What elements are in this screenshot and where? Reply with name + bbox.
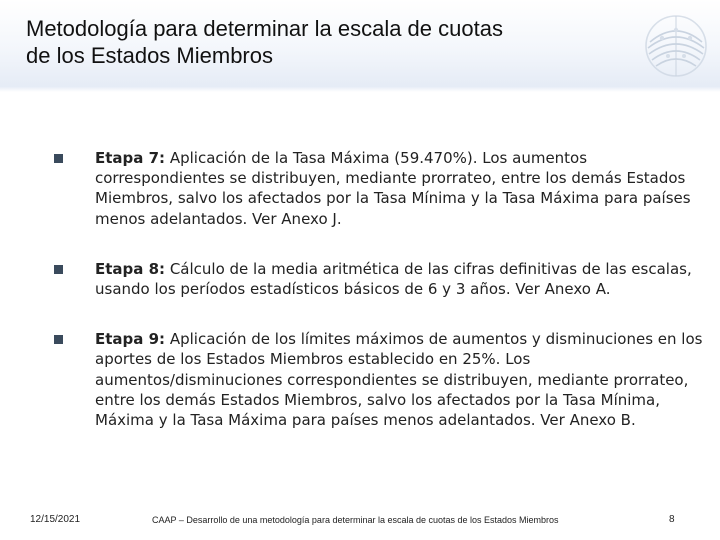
slide-title-line-1: Metodología para determinar la escala de cuotas xyxy=(26,16,503,41)
bullet-label: Etapa 8: xyxy=(95,259,166,278)
bullet-text xyxy=(95,329,704,430)
bullet-text xyxy=(95,148,704,229)
bullet-body: Cálculo de la media aritmética de las cifras definitivas de las escalas, usando los períodos estadísticos básicos de 6 y 3 años. Ver Anexo A. xyxy=(95,259,692,299)
square-bullet-icon xyxy=(54,154,63,163)
footer-caption: CAAP – Desarrollo de una metodología para determinar la escala de cuotas de los Estados Miembros xyxy=(152,515,559,525)
bullet-list xyxy=(54,148,704,460)
footer-date: 12/15/2021 xyxy=(30,514,81,525)
bullet-item-etapa-7 xyxy=(54,148,704,229)
bullet-label: Etapa 9: xyxy=(95,330,166,349)
bullet-label: Etapa 7: xyxy=(95,149,166,167)
page-number: 8 xyxy=(669,514,675,525)
square-bullet-icon xyxy=(54,265,63,274)
oas-emblem-icon xyxy=(642,12,710,80)
bullet-body: Aplicación de los límites máximos de aumentos y disminuciones en los aportes de los Estados Miembros establecido en 25%. Los aumentos/disminuciones correspondientes se distribuyen, mediante prorrateo, entre los demás Estados Miembros, salvo los afectados por la Tasa Mínima, Máxima y la Tasa Máxima para países menos adelantados. Ver Anexo B. xyxy=(95,330,703,430)
bullet-text xyxy=(95,259,704,299)
slide-title-line-2: de los Estados Miembros xyxy=(26,43,273,68)
bullet-item-etapa-8 xyxy=(54,259,704,299)
bullet-body: Aplicación de la Tasa Máxima (59.470%). Los aumentos correspondientes se distribuyen, mediante prorrateo, entre los demás Estados Miembros, salvo los afectados por la Tasa Mínima y la Tasa Máxima para países menos adelantados. Ver Anexo J. xyxy=(95,149,691,228)
bullet-item-etapa-9 xyxy=(54,329,704,430)
slide-title xyxy=(26,15,626,69)
square-bullet-icon xyxy=(54,335,63,344)
